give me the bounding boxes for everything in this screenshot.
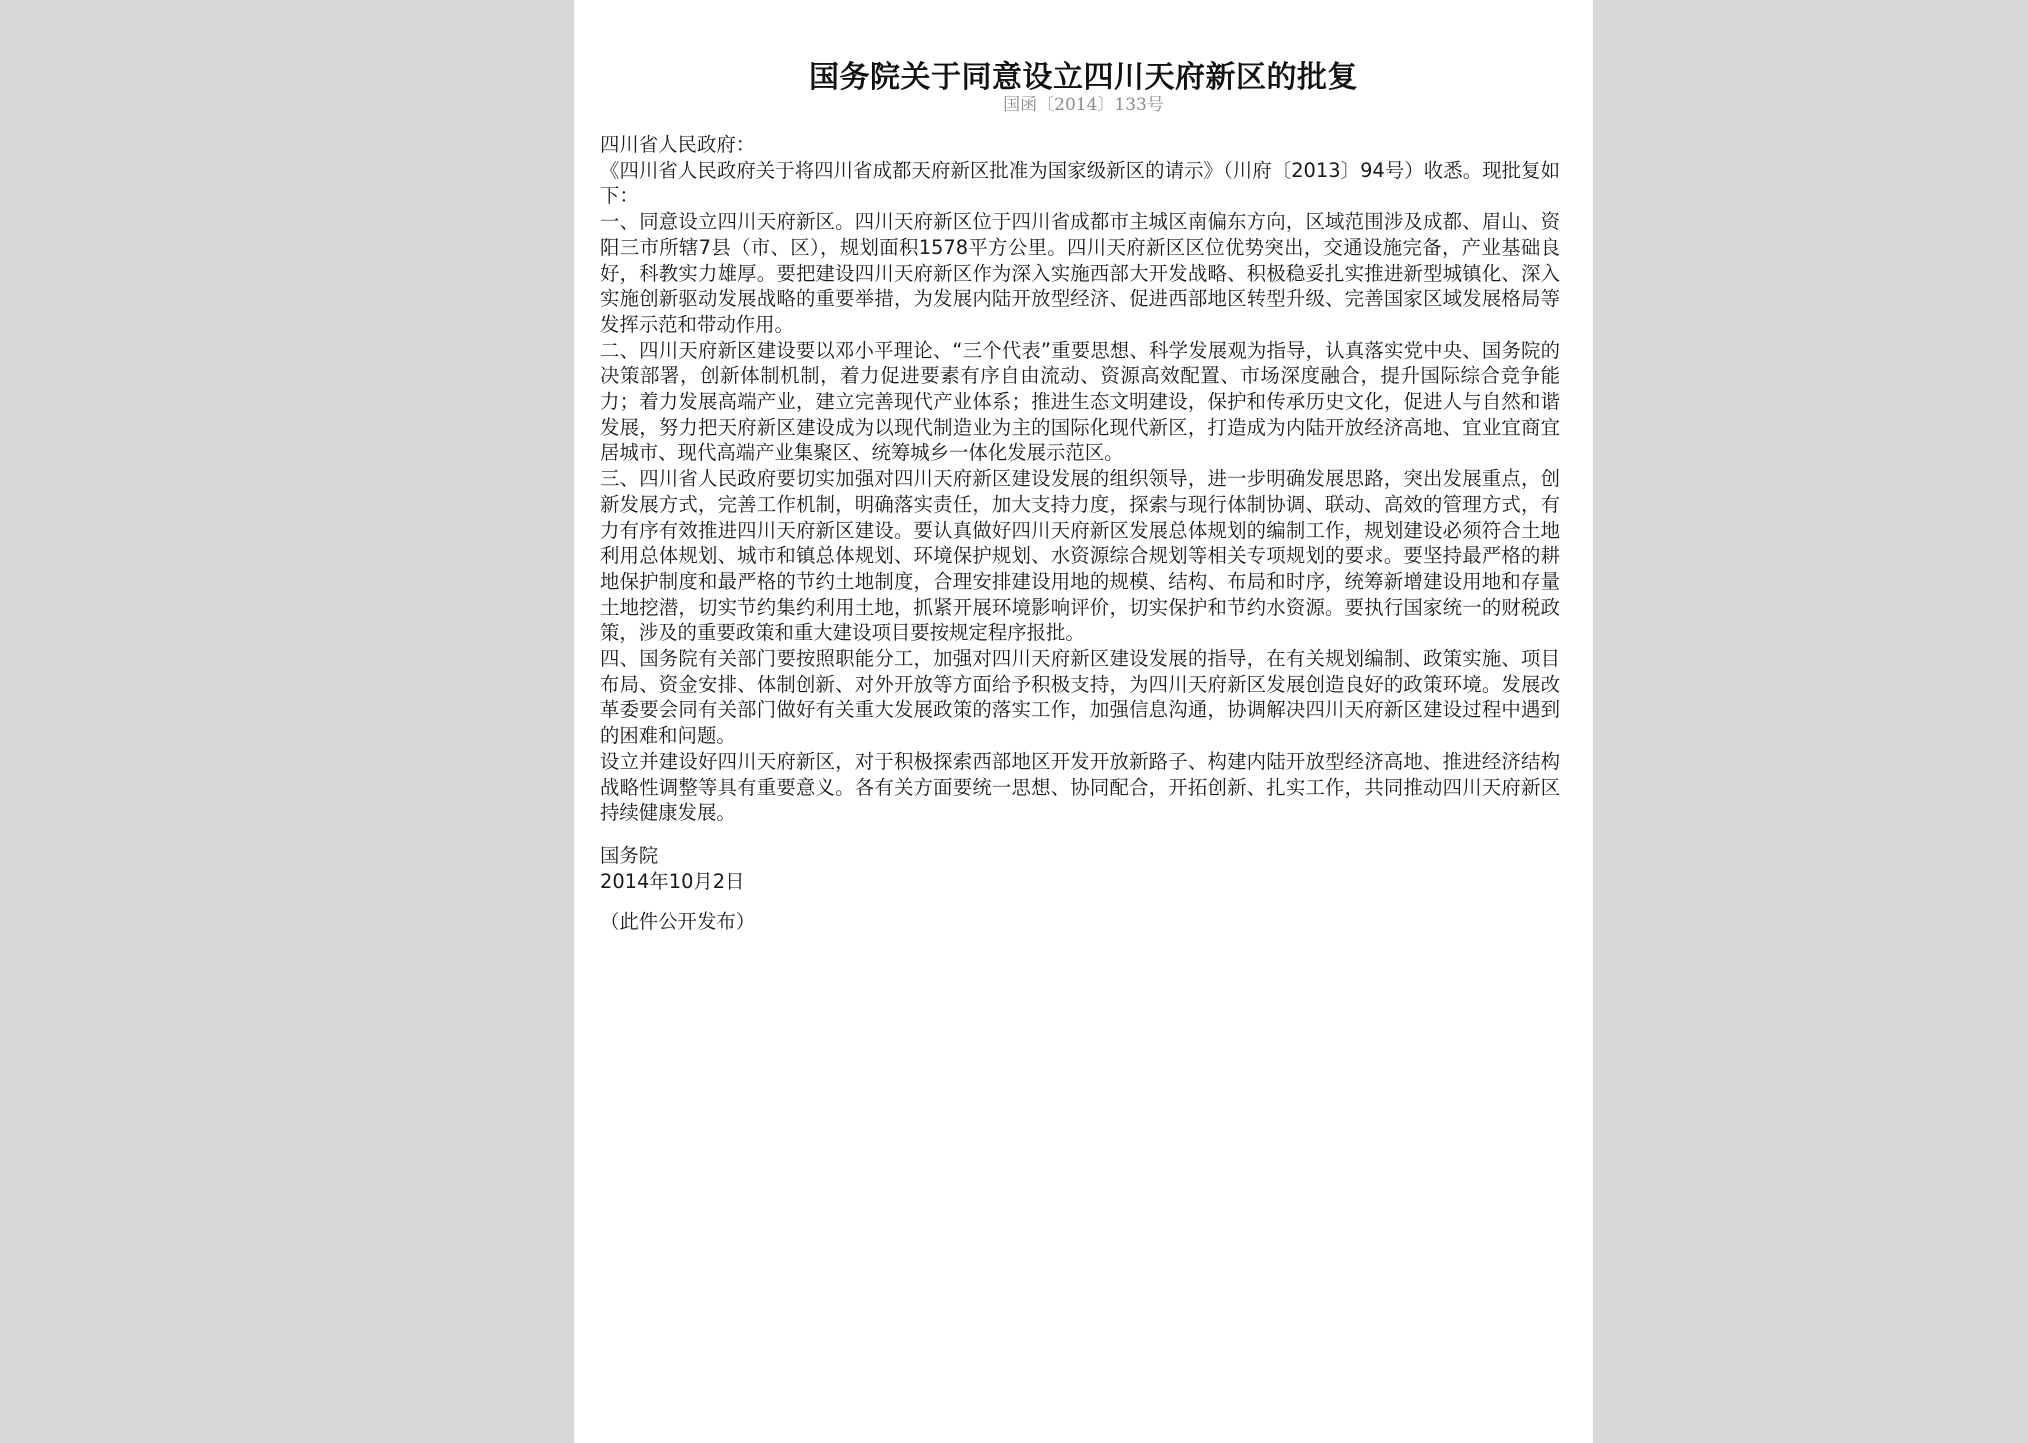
paragraph-closing: 设立并建设好四川天府新区，对于积极探索西部地区开发开放新路子、构建内陆开放型经济高地、推进经济结构战略性调整等具有重要意义。各有关方面要统一思想、协同配合，开拓创新、扎实工作，共同推动四川天府新区持续健康发展。	[600, 749, 1560, 825]
document-number: 国函〔2014〕133号	[1003, 95, 1164, 115]
paragraph-2: 二、四川天府新区建设要以邓小平理论、“三个代表”重要思想、科学发展观为指导，认真落实党中央、国务院的决策部署，创新体制机制，着力促进要素有序自由流动、资源高效配置、市场深度融合，提升国际综合竞争能力；着力发展高端产业，建立完善现代产业体系；推进生态文明建设，保护和传承历史文化，促进人与自然和谐发展，努力把天府新区建设成为以现代制造业为主的国际化现代新区，打造成为内陆开放经济高地、宜业宜商宜居城市、现代高端产业集聚区、统筹城乡一体化发展示范区。	[600, 338, 1560, 465]
signature-block	[600, 843, 745, 895]
paragraph-4: 四、国务院有关部门要按照职能分工，加强对四川天府新区建设发展的指导，在有关规划编制、政策实施、项目布局、资金安排、体制创新、对外开放等方面给予积极支持，为四川天府新区发展创造良好的政策环境。发展改革委要会同有关部门做好有关重大发展政策的落实工作，加强信息沟通，协调解决四川天府新区建设过程中遇到的困难和问题。	[600, 647, 1560, 748]
signature-date: 2014年10月2日	[600, 870, 745, 893]
salutation: 四川省人民政府：	[600, 133, 756, 156]
document-page	[574, 0, 1593, 1443]
paragraph-3: 三、四川省人民政府要切实加强对四川天府新区建设发展的组织领导，进一步明确发展思路，突出发展重点，创新发展方式，完善工作机制，明确落实责任，加大支持力度，探索与现行体制协调、联动、高效的管理方式，有力有序有效推进四川天府新区建设。要认真做好四川天府新区发展总体规划的编制工作，规划建设必须符合土地利用总体规划、城市和镇总体规划、环境保护规划、水资源综合规划等相关专项规划的要求。要坚持最严格的耕地保护制度和最严格的节约土地制度，合理安排建设用地的规模、结构、布局和时序，统筹新增建设用地和存量土地挖潜，切实节约集约利用土地，抓紧开展环境影响评价，切实保护和节约水资源。要执行国家统一的财税政策，涉及的重要政策和重大建设项目要按规定程序报批。	[600, 467, 1560, 645]
signature-issuer: 国务院	[600, 844, 659, 867]
release-note: （此件公开发布）	[600, 910, 756, 933]
document-body	[600, 132, 1560, 826]
paragraph-intro: 《四川省人民政府关于将四川省成都天府新区批准为国家级新区的请示》（川府〔2013〕94号）收悉。现批复如下：	[600, 158, 1560, 208]
paragraph-1: 一、同意设立四川天府新区。四川天府新区位于四川省成都市主城区南偏东方向，区域范围涉及成都、眉山、资阳三市所辖7县（市、区），规划面积1578平方公里。四川天府新区区位优势突出，交通设施完备，产业基础良好，科教实力雄厚。要把建设四川天府新区作为深入实施西部大开发战略、积极稳妥扎实推进新型城镇化、深入实施创新驱动发展战略的重要举措，为发展内陆开放型经济、促进西部地区转型升级、完善国家区域发展格局等发挥示范和带动作用。	[600, 210, 1560, 336]
document-title: 国务院关于同意设立四川天府新区的批复	[809, 60, 1358, 95]
